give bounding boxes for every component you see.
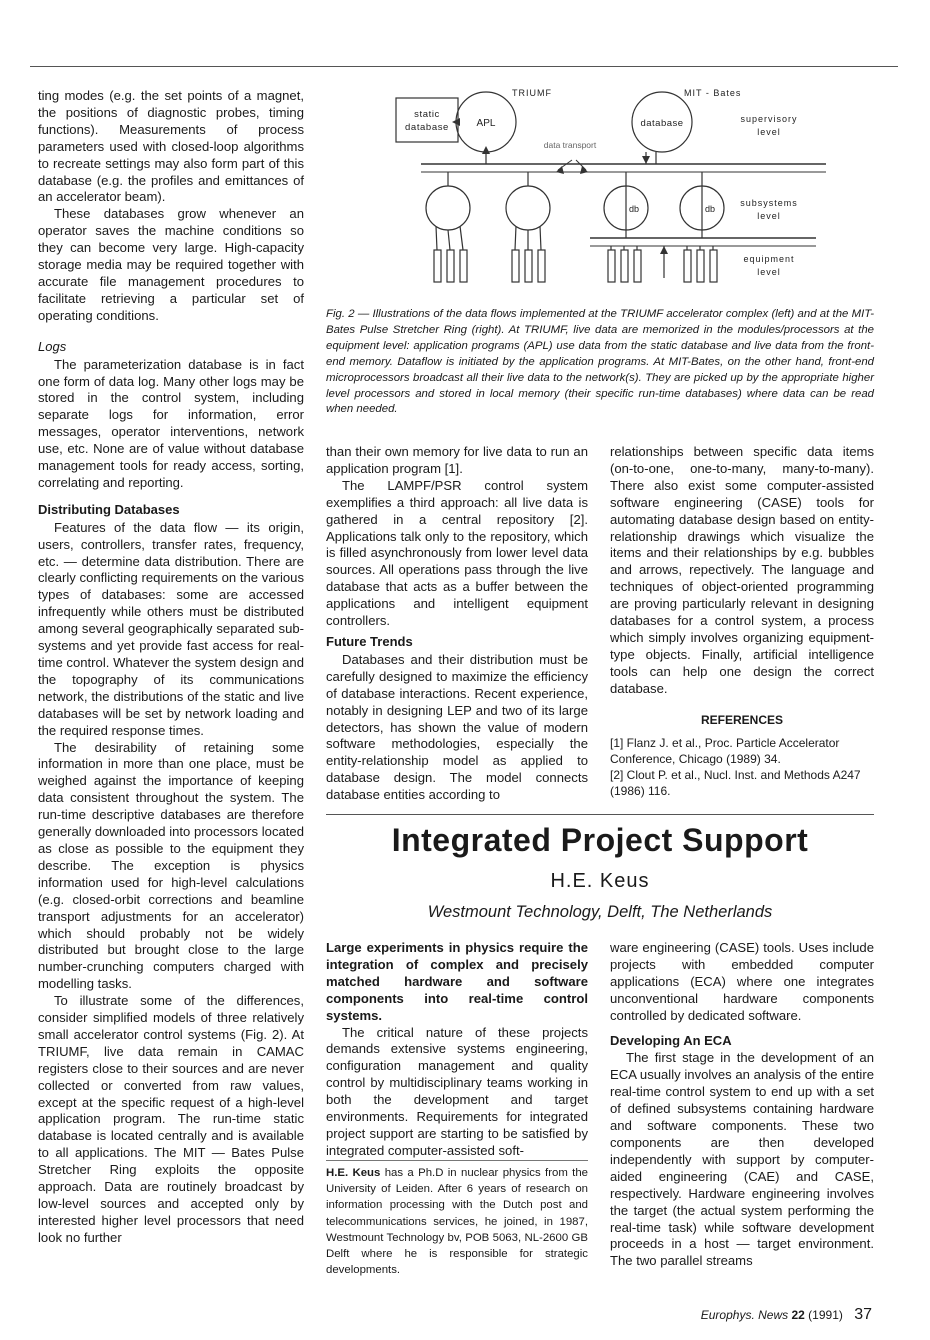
right-paragraph-1: relationships between specific data items (on-to-one, one-to-many, many-to-many). There also exist some computer-assisted software engineering (CASE) tools for automating database design based on entity-relationship drawings which visualize the items and their relationships by e.g. bubbles and arrows, repectively. The language and techniques of object-oriented programming are proving particularly relevant in designing databases for a control system, a process which simply involves organizing equipment-type objects. Finally, artificial intelligence tools can help one design the correct database. bbox=[610, 444, 874, 696]
supervisory-label-1: supervisory bbox=[740, 114, 798, 124]
distributing-databases-heading: Distributing Databases bbox=[38, 501, 180, 517]
page-footer bbox=[701, 1306, 872, 1324]
journal-year: (1991) bbox=[808, 1308, 843, 1322]
article-right-paragraph-1: ware engineering (CASE) tools. Uses include projects with embedded computer applications (ECA) where one integrates unconventional hardware components controlled by dedicated software. bbox=[610, 940, 874, 1023]
reference-2: [2] Clout P. et al., Nucl. Inst. and Methods A247 (1986) 116. bbox=[610, 767, 861, 798]
journal-volume: 22 bbox=[791, 1308, 805, 1322]
reference-1: [1] Flanz J. et al., Proc. Particle Accelerator Conference, Chicago (1989) 34. bbox=[610, 735, 840, 766]
article-title: Integrated Project Support bbox=[391, 822, 809, 858]
left-paragraph-6: To illustrate some of the differences, consider simplified models of three relatively small accelerator control systems (Fig. 2). At TRIUMF, live data remain in CAMAC registers close to their sources and are never collected or converted from raw values, except at the specific request of a high-level application program. The run-time static database is located centrally and is available to all applications. The MIT — Bates Pulse Stretcher Ring exploits the opposite approach. Data are routinely broadcast by low-level sources and accepted only by interested higher level processors that need look no further bbox=[38, 993, 304, 1245]
static-database-text: static database bbox=[326, 82, 333, 83]
left-paragraph-5: The desirability of retaining some information in more than one place, must be weighed against the importance of keeping data consistent throughout the system. The run-time descriptive databases are therefore generally downloaded into processors located as close as possible to the equipment they describe. The exception is physics information used for high-level calculations (e.g. closed-orbit corrections and beamline transport adjustments for an accelerator) which should probably not be widely distributed but brought close to the large number-crunching computers charged with modelling tasks. bbox=[38, 739, 304, 992]
future-trends-heading: Future Trends bbox=[326, 633, 413, 649]
bio-text: has a Ph.D in nuclear physics from the University of Leiden. After 6 years of research on information processing with the Dutch post and telecommunications services, he joined, in 1987, Westmount Technology bv, POB 5063, NL-2600 GB Delft where he is responsible for strategic developments. bbox=[326, 1167, 588, 1277]
triumf-subsystem-1 bbox=[426, 186, 470, 230]
equipment-label-2: level bbox=[757, 267, 781, 277]
article-divider bbox=[326, 814, 874, 815]
article-author: H.E. Keus bbox=[550, 870, 650, 892]
middle-column bbox=[326, 444, 588, 804]
article-paragraph-1: The critical nature of these projects demands extensive systems engineering, configuration management and quality control by multidisciplinary teams working in both the development and target environments. Requirements for integrated project support are starting to be satisfied by integrated computer-assisted soft- bbox=[326, 1024, 588, 1158]
article-affiliation: Westmount Technology, Delft, The Netherlands bbox=[427, 903, 773, 921]
bio-name: H.E. Keus bbox=[326, 1167, 381, 1179]
static-database-box bbox=[396, 98, 458, 142]
mid-paragraph-3: Databases and their distribution must be carefully designed to maximize the efficiency of database interactions. Recent experience, notably in designing LEP and two of its large detectors, has shown the value of modern software methodologies, especially the entity-relationship model as applied to database design. The model connects database entities according to bbox=[326, 651, 588, 803]
references-heading: REFERENCES bbox=[700, 712, 783, 727]
article-right-column bbox=[610, 940, 874, 1270]
subsystems-label-2: level bbox=[757, 211, 781, 221]
supervisory-label-2: level bbox=[757, 127, 781, 137]
mid-paragraph-1: than their own memory for live data to run an application program [1]. bbox=[326, 444, 588, 476]
developing-eca-heading: Developing An ECA bbox=[610, 1032, 732, 1048]
left-paragraph-3: The parameterization database is in fact one form of data log. Many other logs may be stored in the control system, including separate logs for information, error messages, operator interventions, network use, etc. None are of value without database management tools for ready access, sorting, correlating and reporting. bbox=[38, 356, 304, 490]
fig2-caption: Fig. 2 — Illustrations of the data flows implemented at the TRIUMF accelerator complex (left) and at the MIT-Bates Pulse Stretcher Ring (right). At TRIUMF, live data are memorized in the modules/processors at the equipment level: application programs (APL) use data from the static database and live data from the front-end memory. Dataflow is initiated by the application programs. At MIT-Bates, on the other hand, front-end microprocessors broadcast all their live data to the network(s). They are picked up by the appropriate higher level processors and stored in local memory (their specific run-time databases) where data can be read when needed. bbox=[326, 308, 874, 416]
db-label-2: db bbox=[705, 204, 716, 214]
triumf-label: TRIUMF bbox=[512, 88, 552, 98]
apl-label: APL bbox=[476, 118, 496, 129]
article-right-paragraph-2: The first stage in the development of an ECA usually involves an analysis of the entire real-time control system to end up with a set of defined subsystems containing hardware and software components. These two components are then developed independently with support by computer-aided engineering (CAE) and CASE, respectively. Hardware engineering involves the target (the actual system performing the real-time task) while software development proceeds in a host — target environment. The two parallel streams bbox=[610, 1050, 874, 1269]
top-rule bbox=[30, 66, 898, 67]
triumf-subsystem-2 bbox=[506, 186, 550, 230]
page-number: 37 bbox=[854, 1306, 872, 1323]
logs-heading: Logs bbox=[38, 338, 67, 354]
static-label-line1: static bbox=[414, 109, 440, 120]
static-label-line2: database bbox=[405, 122, 449, 133]
article-lead: Large experiments in physics require the integration of complex and precisely matched hardware and software components into real-time control systems. bbox=[326, 940, 588, 1023]
journal-name: Europhys. News bbox=[700, 1308, 789, 1322]
mit-bates-label: MIT - Bates bbox=[684, 88, 742, 98]
equipment-label-1: equipment bbox=[743, 254, 795, 264]
left-paragraph-1: ting modes (e.g. the set points of a magnet, the positions of diagnostic probes, timing functions). Measurements of process parameters used with closed-loop algorithms to recreate settings may also form part of this database (e.g. the profiles and emittances of an accelerator beam). bbox=[38, 88, 304, 205]
left-paragraph-4: Features of the data flow — its origin, users, controllers, transfer rates, frequency, etc. — determine data distribution. There are clearly conflicting requirements on the various types of databases: some are accessed infrequently while others must be distributed among several geographically separated sub-systems and yet provide fast access for real-time control. Whatever the system design and the topography of its communications network, the distributions of the static and live databases will be set by network loading and the required response times. bbox=[38, 519, 304, 738]
left-paragraph-2: These databases grow whenever an operator saves the machine conditions so they can become very large. High-capacity storage media may be required together with accurate file management procedures to facilitate retrieving a particular set of operating conditions. bbox=[38, 206, 304, 323]
article-left-column bbox=[326, 940, 588, 1160]
mit-database-label: database bbox=[640, 118, 684, 129]
data-transport-label: data transport bbox=[543, 140, 597, 150]
author-bio bbox=[326, 1160, 588, 1278]
left-column bbox=[38, 88, 304, 1247]
mid-paragraph-2: The LAMPF/PSR control system exemplifies a third approach: all live data is gathered in a central repository [2]. Applications talk only to the repository, which is filled asynchronously from lower level data sources. All operations pass through the live database that acts as a buffer between the applications and intelligent equipment controllers. bbox=[326, 477, 588, 629]
subsystems-label-1: subsystems bbox=[740, 198, 798, 208]
right-column bbox=[610, 444, 874, 799]
fig2-diagram bbox=[326, 82, 874, 287]
db-label-1: db bbox=[629, 204, 640, 214]
